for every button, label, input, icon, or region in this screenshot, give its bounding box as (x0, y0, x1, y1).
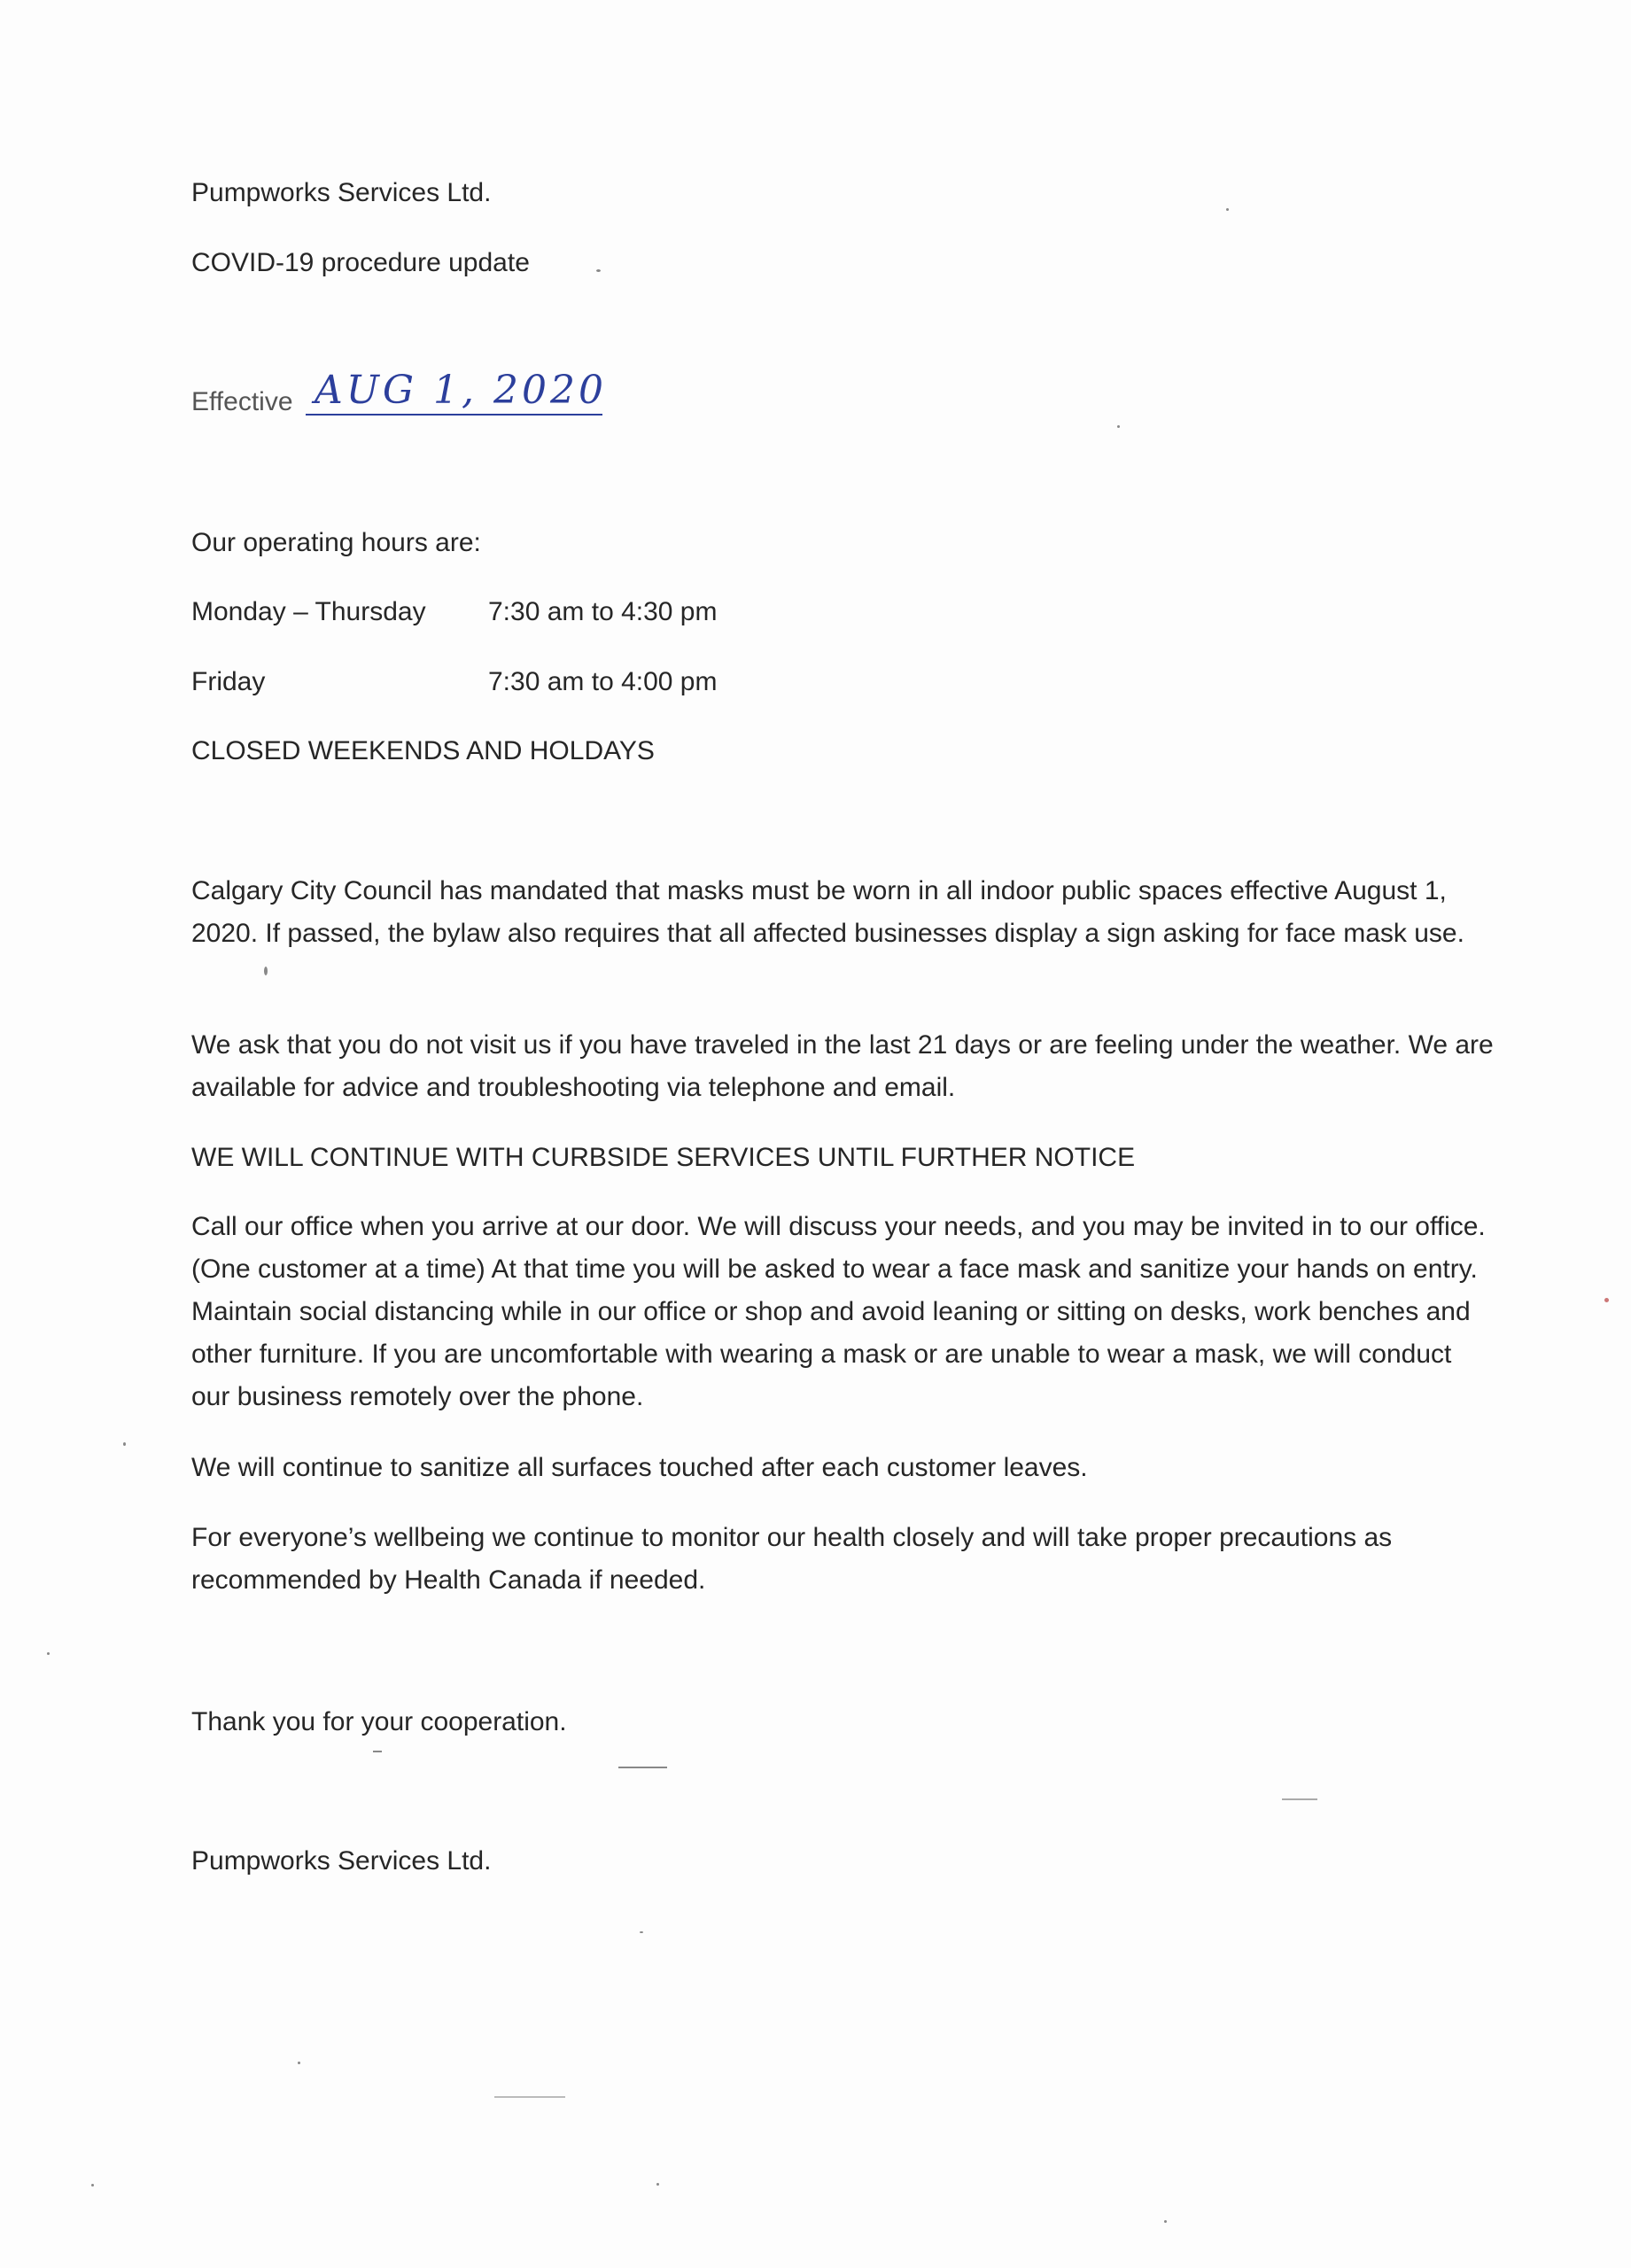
paragraph-sanitize: We will continue to sanitize all surfaces touched after each customer leaves. (191, 1453, 1088, 1482)
subject-line: COVID-19 procedure update (191, 248, 530, 277)
paragraph-mask-mandate: Calgary City Council has mandated that masks must be worn in all indoor public spaces effective August 1, 2020. If passed, the bylaw also requires that all affected businesses display a sign asking for face mask use. (191, 876, 1464, 948)
closed-notice: CLOSED WEEKENDS AND HOLDAYS (191, 736, 655, 765)
scan-speck (1604, 1298, 1609, 1302)
scan-speck (1164, 2220, 1167, 2223)
closing-line: Thank you for your cooperation. (191, 1707, 567, 1736)
signature-company: Pumpworks Services Ltd. (191, 1846, 492, 1876)
effective-date-handwritten: AUG 1, 2020 (315, 368, 607, 413)
hours-time-weekdays: 7:30 am to 4:30 pm (488, 597, 718, 626)
scan-speck (1282, 1798, 1317, 1800)
paragraph-curbside-notice: WE WILL CONTINUE WITH CURBSIDE SERVICES UNTIL FURTHER NOTICE (191, 1143, 1136, 1172)
paragraph-office-visit: Call our office when you arrive at our door. We will discuss your needs, and you may be invited in to our office. (One customer at a time) At that time you will be asked to wear a face mask and sanitize your hands on entry. Maintain social distancing while in our office or shop and avoid leaning or sitting on desks, work benches and other furniture. If you are uncomfortable with wearing a mask or are unable to wear a mask, we will conduct our business remotely over the phone. (191, 1212, 1486, 1411)
scan-speck (91, 2184, 94, 2186)
hours-time-friday: 7:30 am to 4:00 pm (488, 667, 718, 696)
effective-date-underline (306, 414, 602, 416)
paragraph-travel-advice: We ask that you do not visit us if you have traveled in the last 21 days or are feeling under the weather. We are available for advice and troubleshooting via telephone and email. (191, 1030, 1494, 1102)
scan-speck (640, 1931, 643, 1933)
scan-speck (494, 2096, 565, 2098)
scan-speck (47, 1652, 50, 1655)
paragraph-wellbeing: For everyone’s wellbeing we continue to monitor our health closely and will take proper precautions as recommended by Health Canada if needed. (191, 1523, 1393, 1595)
hours-intro: Our operating hours are: (191, 528, 481, 557)
scan-speck (373, 1751, 382, 1752)
scan-speck (1226, 208, 1229, 211)
effective-label: Effective (191, 387, 293, 416)
scan-speck (264, 967, 268, 975)
scan-speck (618, 1767, 667, 1768)
company-header: Pumpworks Services Ltd. (191, 178, 492, 207)
hours-days-weekdays: Monday – Thursday (191, 597, 426, 626)
scan-speck (1117, 425, 1120, 428)
scan-speck (123, 1442, 126, 1446)
scan-speck (596, 269, 601, 272)
scan-speck (298, 2062, 300, 2064)
hours-days-friday: Friday (191, 667, 266, 696)
scan-speck (656, 2183, 659, 2186)
